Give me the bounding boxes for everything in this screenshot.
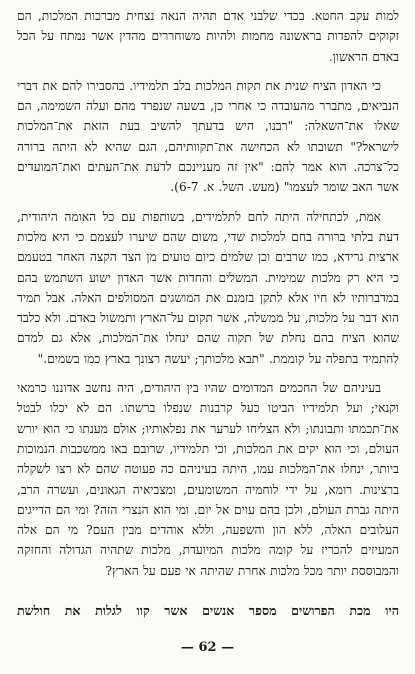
paragraph-wise-men-view: בעיניהם של החכמים המדומים שהיו בין היהודים, היה נחשב אדוננו כרמאי וקנאי; ועל תלמידיו הביטו כעל קרבנות שנפלו ברשתו. הם לא יכלו לבטל את־תכמתו ותבונתו; ולא הצליחו לערער את נפלאותיו; אולם מענתו כי הוא יורש העולם, וכי הוא יקים את המלכות, וכי תלמידיו, שרובם באו ממשכבות הנמוכות ביותר, ינחלו את־המלכות עמו, היתה בעיניהם כה פעוטה שהם לא רצו לשקלה ברצינות. רומא, על ידי לוחמיה המשומעים, ומצביאיה הגאונים, ועשרה הרב, היתה גברת העולם, ולכן בהם עוים אל יום. ומי הוא הנצרי הזה? ומי הם הדייגים העלובים האלה, ללא הון והשפעה, וללא אוהדים מבין העם? מי הם אלה המעיזים להכריז על קומה מלכות המיועדת, מלכות שתהיה הגדולה והחזקה והמבוססת יותר מכל מלכות אחרת שהיתה אי פעם על הארץ?: [17, 381, 399, 578]
page-number: — 62 —: [180, 640, 235, 655]
paragraph-pharisees-start: היו מכת הפרושים מספר אנשים אשר קוו לגלות את חולשת: [17, 603, 399, 618]
paragraph-kingdom-concept: אמת, לכתחילה היתה לחם לתלמידים, בשותפות עם כל האומה היהודית, דעת בלתי ברורה בחם למלכות שדי, משום שהם שיערו לעצמם כי היא מלכות ארצית גרידא, כמו שרבים וכן שלמים כיום טועים מן הצד הקצה האחר בטעמם כי היא רק מלכות שמימית. המשלים והחדות אשר האדון ישוע השתמש בהם במדברותיו לא חיו אלא לתקן בזמנם את המושגים המסולפים האלה. אבל תמיד הוא דבר על מלכות, על ממשלה, אשר תקום על־הארץ ותמשול באדם. ולא כלבד שהוא הציח בהם נחלת של תקוה שהם ינחלו את־המלכות, אלא גם למדם להתמיד בתפלה על קוממת. "תבא מלכותך; יעשה רצונך בארץ כמו בשמים.": [17, 209, 399, 366]
paragraph-continuation: למות עקב החטא. בכדי שלבני אדם תהיה הנאה נצחית מברכות המלכות, הם זקוקים להפדות בראשונה מחמות ולהיות משוחררים מהדין אשר נמתח על הכל באדם הראשון.: [17, 9, 399, 64]
paragraph-disciples-hope: כי האדון הציח שנית את תקות המלכות בלב תלמידיו. בהסבירו להם את דברי הנביאים, מתברר מהעובדה כי אחרי כן, בשעה שנפרד מהם ועלה השמימה, הם שאלו את־השאלה: "רבנו, היש בדעתך להשיב בעת הזאת את־המלכות לישראל?" תשובתו לא הכחישה את־תקוותיהם, הגם שהיא לא היתה ברורה כל־צרכה. הוא אמר להם: "אין זה מעניינכם לדעת את־העתים ואת־המועדים אשר האב שומר לעצמו" (מעש. השל. א. 6-7).: [17, 78, 399, 195]
